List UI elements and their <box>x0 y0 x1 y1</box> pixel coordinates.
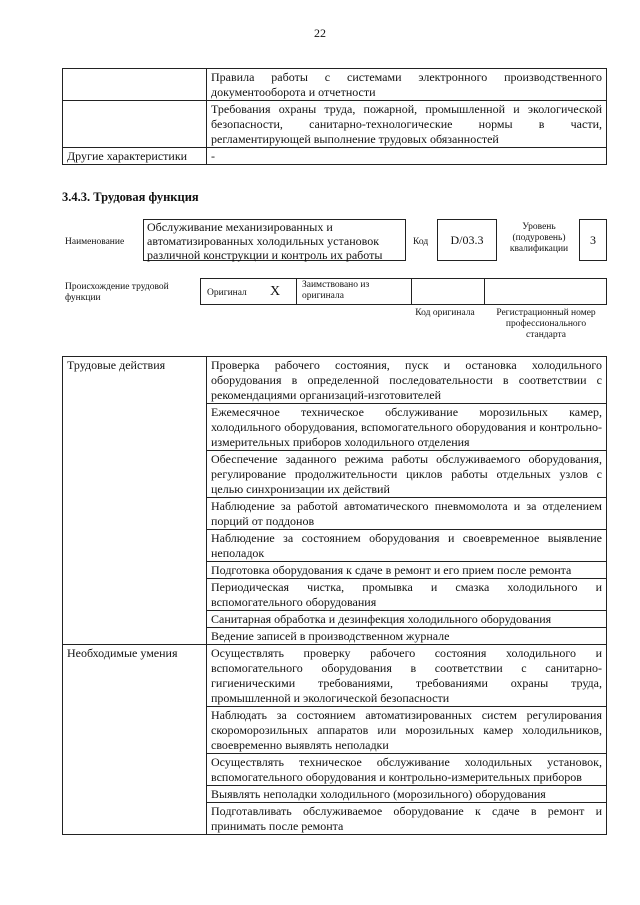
table-cell-right: Требования охраны труда, пожарной, промышленной и экологической безопасности, санитарно-технологические нормы в части, регламентирующей выполнение трудовых обязанностей <box>207 101 607 148</box>
table-cell: Осуществлять техническое обслуживание холодильных установок, вспомогательного оборудования и контрольно-измерительных приборов <box>207 754 607 786</box>
table-cell: Подготавливать обслуживаемое оборудование к сдаче в ремонт и принимать после ремонта <box>207 803 607 835</box>
function-code: D/03.3 <box>450 233 484 247</box>
section-title: 3.4.3. Трудовая функция <box>62 190 199 204</box>
top-table <box>62 68 607 165</box>
code-original-label: Код оригинала <box>415 308 475 318</box>
table-cell: Периодическая чистка, промывка и смазка холодильного и вспомогательного оборудования <box>207 579 607 611</box>
table-cell-left <box>63 69 207 101</box>
table-row <box>63 357 607 404</box>
level-label: Уровень (подуровень) квалификации <box>509 222 569 254</box>
original-mark: X <box>270 284 281 299</box>
main-table <box>62 356 607 835</box>
table-cell: Проверка рабочего состояния, пуск и остановка холодильного оборудования в определенной последовательности в соответствии с рекомендациями организаций-изготовителей <box>207 357 607 404</box>
table-cell-left <box>63 101 207 148</box>
required-skills-label: Необходимые умения <box>63 645 207 835</box>
table-cell: Ведение записей в производственном журнале <box>207 628 607 645</box>
table-row <box>63 69 607 101</box>
divider <box>411 279 412 304</box>
level-value: 3 <box>590 233 596 247</box>
table-cell: Ежемесячное техническое обслуживание морозильных камер, холодильного оборудования, вспомогательного оборудования и контрольно-измерительных приборов холодильного отделения <box>207 404 607 451</box>
table-cell: Подготовка оборудования к сдаче в ремонт и его прием после ремонта <box>207 562 607 579</box>
divider <box>484 279 485 304</box>
divider <box>296 279 297 304</box>
name-label: Наименование <box>65 237 125 247</box>
table-row <box>63 101 607 148</box>
origin-label: Происхождение трудовой функции <box>65 282 169 303</box>
function-name: Обслуживание механизированных и автоматизированных холодильных установок различной конструкции и контроль их работы <box>147 220 383 262</box>
code-label: Код <box>413 237 429 247</box>
function-name-box <box>143 219 406 261</box>
other-characteristics-label: Другие характеристики <box>63 148 207 165</box>
origin-box <box>200 278 607 305</box>
borrowed-label: Заимствовано из оригинала <box>302 280 370 301</box>
table-cell: Наблюдение за работой автоматического пневмомолота и за отделением порций от поддонов <box>207 498 607 530</box>
table-cell: Обеспечение заданного режима работы обслуживаемого оборудования, регулирование продолжительности циклов работы отдельных узлов с целью синхронизации их действий <box>207 451 607 498</box>
table-cell: Наблюдать за состоянием автоматизированных систем регулирования скороморозильных аппаратов или морозильных камер холодильников, своевременно выявлять неполадки <box>207 707 607 754</box>
function-code-box <box>437 219 497 261</box>
other-characteristics-value: - <box>207 148 607 165</box>
reg-number-label: Регистрационный номер профессионального стандарта <box>496 308 596 340</box>
labor-actions-label: Трудовые действия <box>63 357 207 645</box>
table-cell-right: Правила работы с системами электронного производственного документооборота и отчетности <box>207 69 607 101</box>
page-number: 22 <box>314 26 326 40</box>
table-cell: Выявлять неполадки холодильного (морозильного) оборудования <box>207 786 607 803</box>
original-label: Оригинал <box>207 288 247 298</box>
table-cell: Санитарная обработка и дезинфекция холодильного оборудования <box>207 611 607 628</box>
table-cell: Наблюдение за состоянием оборудования и своевременное выявление неполадок <box>207 530 607 562</box>
table-cell: Осуществлять проверку рабочего состояния холодильного и вспомогательного оборудования в соответствии с санитарно-гигиеническими требованиями, требованиями охраны труда, промышленной и экологической безопасности <box>207 645 607 707</box>
table-row <box>63 148 607 165</box>
level-box <box>579 219 607 261</box>
table-row <box>63 645 607 707</box>
